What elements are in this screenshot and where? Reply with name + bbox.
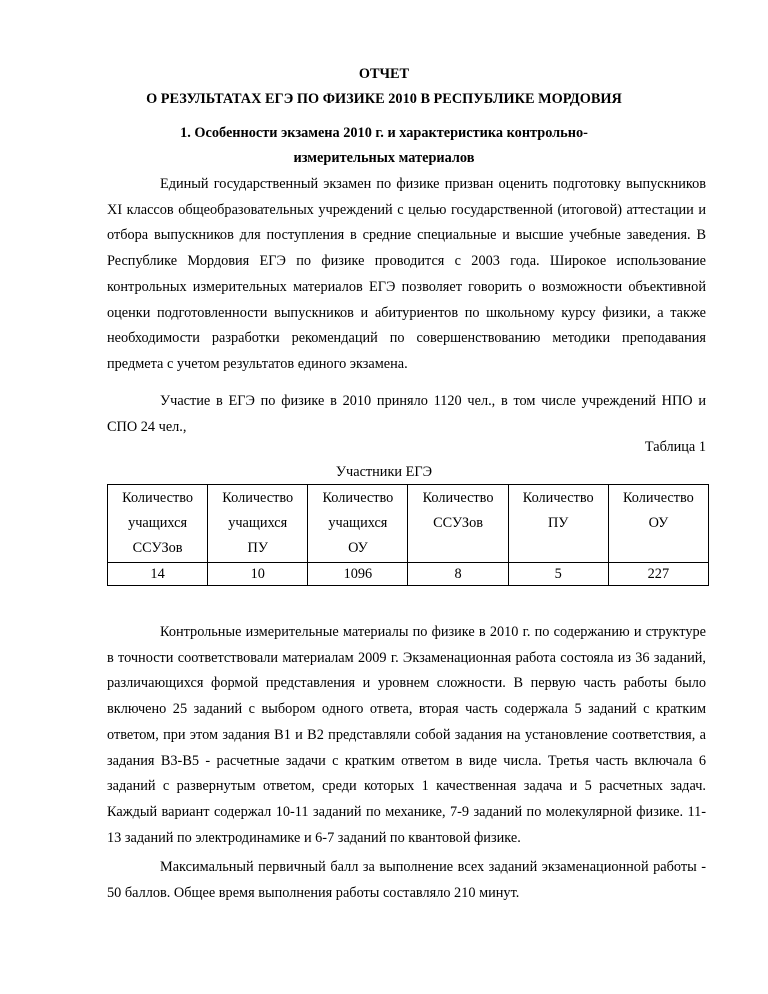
table-header-row bbox=[108, 485, 709, 563]
table-caption: Участники ЕГЭ bbox=[335, 464, 433, 480]
section-heading-continued: измерительных материалов bbox=[293, 150, 475, 166]
table-cell: 1096 bbox=[308, 563, 408, 586]
table-cell: 14 bbox=[108, 563, 208, 586]
report-subtitle: О РЕЗУЛЬТАТАХ ЕГЭ ПО ФИЗИКЕ 2010 В РЕСПУБЛИКЕ МОРДОВИЯ bbox=[146, 91, 622, 107]
participants-table bbox=[107, 484, 709, 586]
table-header-cell: Количество учащихся ПУ bbox=[208, 485, 308, 563]
table-cell: 5 bbox=[508, 563, 608, 586]
paragraph-intro: Единый государственный экзамен по физике призван оценить подготовку выпускников XI классов общеобразовательных учреждений с целью государственной (итоговой) аттестации и отбора выпускников для поступления в средние специальные и высшие учебные заведения. В Республике Мордовия ЕГЭ по физике проводится с 2003 года. Широкое использование контрольных измерительных материалов ЕГЭ позволяет говорить о возможности объективной оценки подготовленности выпускников и абитуриентов по школьному курсу физики, а также необходимости разработки рекомендаций по совершенствованию методики преподавания предмета с учетом результатов единого экзамена. bbox=[107, 176, 706, 372]
section-heading: 1. Особенности экзамена 2010 г. и характеристика контрольно- bbox=[180, 125, 588, 141]
table-number: Таблица 1 bbox=[644, 439, 706, 455]
table-row bbox=[108, 563, 709, 586]
table-header-cell: Количество ССУЗов bbox=[408, 485, 508, 563]
report-title: ОТЧЕТ bbox=[358, 66, 410, 82]
table-cell: 10 bbox=[208, 563, 308, 586]
table-header-cell: Количество учащихся ССУЗов bbox=[108, 485, 208, 563]
table-cell: 227 bbox=[608, 563, 708, 586]
paragraph-kim-structure: Контрольные измерительные материалы по физике в 2010 г. по содержанию и структуре в точности соответствовали материалам 2009 г. Экзаменационная работа состояла из 36 заданий, различающихся формой представления и уровнем сложности. В первую часть работы было включено 25 заданий с выбором одного ответа, вторая часть содержала 5 заданий с кратким ответом, при этом задания В1 и В2 представляли собой задания на установление соответствия, а задания В3-В5 - расчетные задачи с кратким ответом в виде числа. Третья часть включала 6 заданий с развернутым ответом, среди которых 1 качественная задача и 5 расчетных задач. Каждый вариант содержал 10-11 заданий по механике, 7-9 заданий по молекулярной физике. 11-13 заданий по электродинамике и 6-7 заданий по квантовой физике. bbox=[107, 624, 706, 846]
table-header-cell: Количество ПУ bbox=[508, 485, 608, 563]
paragraph-max-score: Максимальный первичный балл за выполнение всех заданий экзаменационной работы - 50 баллов. Общее время выполнения работы составляло 210 минут. bbox=[107, 859, 706, 901]
table-header-cell: Количество учащихся ОУ bbox=[308, 485, 408, 563]
paragraph-participation: Участие в ЕГЭ по физике в 2010 приняло 1120 чел., в том числе учреждений НПО и СПО 24 чел., bbox=[107, 393, 706, 435]
table-header-cell: Количество ОУ bbox=[608, 485, 708, 563]
table-cell: 8 bbox=[408, 563, 508, 586]
